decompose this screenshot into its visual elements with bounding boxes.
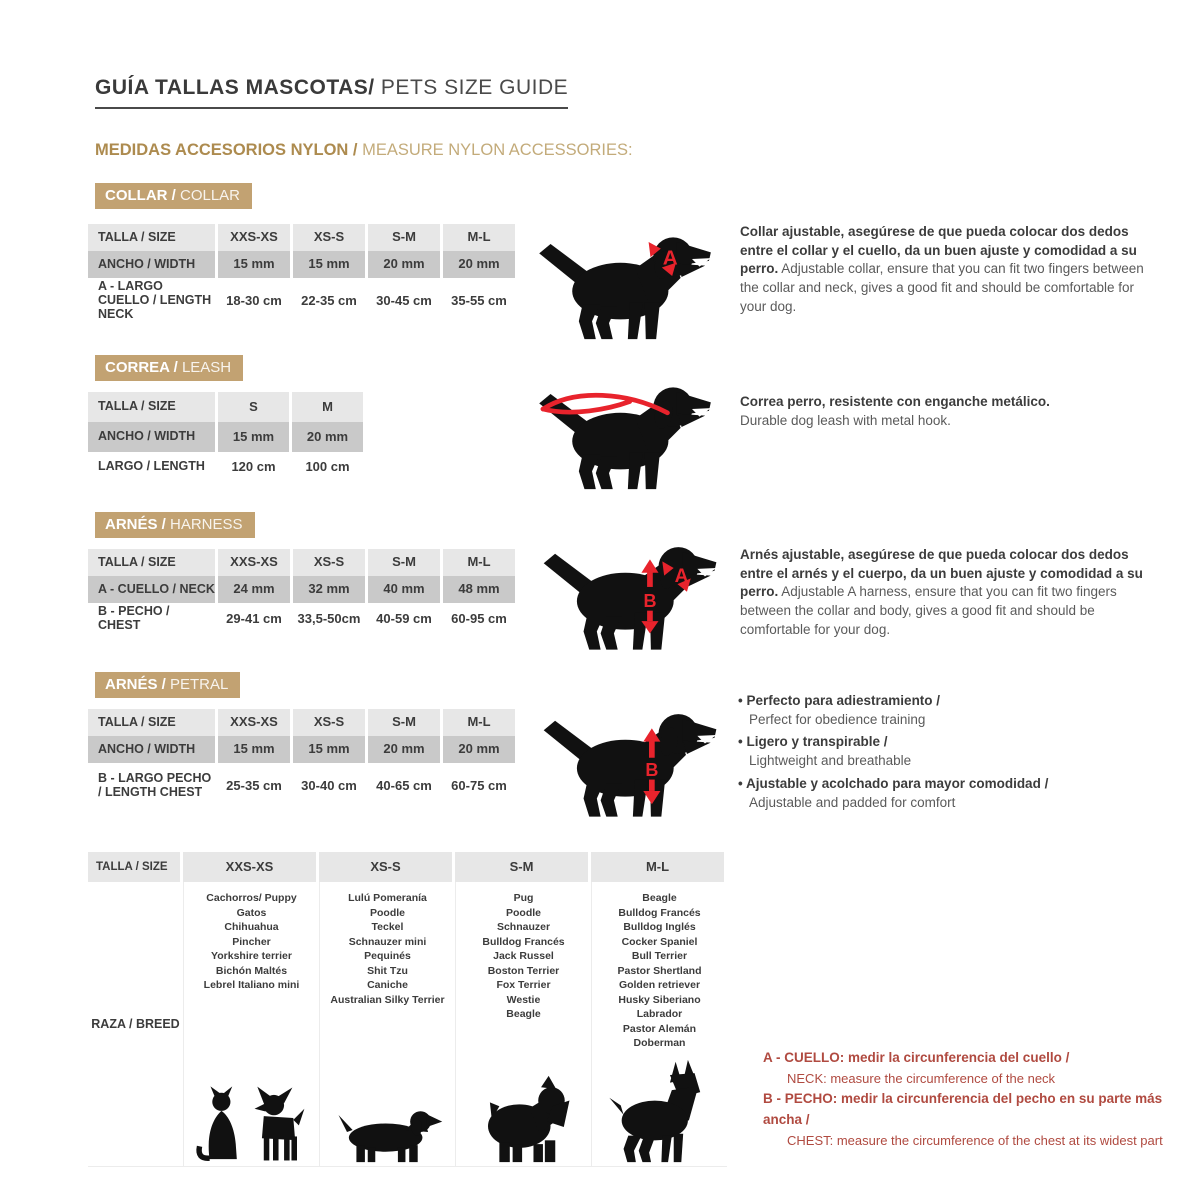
breed-table-header-row	[88, 852, 727, 882]
breed-name: Golden retriever	[618, 979, 701, 991]
breed-name: Pastor Shertland	[617, 964, 702, 977]
petral-dog-figure	[538, 686, 723, 820]
table-cell: XS-S	[319, 852, 455, 882]
breed-name: Shit Tzu	[367, 964, 408, 977]
harness-size-label: TALLA / SIZE	[88, 549, 218, 576]
petral-feature-list	[738, 691, 1168, 815]
petral-size-label: TALLA / SIZE	[88, 709, 218, 736]
harness-neck-row	[88, 576, 518, 603]
breed-name: Poodle	[505, 906, 541, 919]
table-cell: XS-S	[293, 549, 368, 576]
harness-marker-letter-b: B	[643, 590, 657, 611]
breed-name: Pequinés	[364, 950, 411, 962]
collar-section-badge	[95, 183, 252, 209]
note-b-en: CHEST: measure the circumference of the chest at its widest part	[787, 1132, 1163, 1148]
table-cell: 24 mm	[218, 576, 293, 603]
petral-bullet-1-es: • Perfecto para adiestramiento /	[738, 691, 1168, 710]
harness-chest-label: B - PECHO / CHEST	[88, 603, 218, 635]
leash-size-label: TALLA / SIZE	[88, 392, 218, 422]
table-cell: 15 mm	[293, 251, 368, 278]
breed-name: Schnauzer mini	[348, 935, 427, 948]
petral-bullet-2-es: • Ligero y transpirable /	[738, 732, 1168, 751]
breed-name: Beagle	[642, 892, 677, 904]
table-cell: M-L	[443, 709, 518, 736]
leash-length-row	[88, 452, 366, 482]
leash-desc-es: Correa perro, resistente con enganche metálico.	[740, 394, 1050, 409]
breed-name: Doberman	[633, 1037, 686, 1049]
leash-width-row	[88, 422, 366, 452]
petral-section-badge	[95, 672, 240, 698]
breed-column-m-l	[591, 882, 727, 1166]
petral-bullet-1-en: Perfect for obedience training	[749, 712, 926, 728]
table-cell: 30-40 cm	[293, 763, 368, 809]
petral-badge-es: ARNÉS /	[105, 676, 166, 693]
breed-name: Teckel	[371, 921, 404, 933]
petral-chest-row	[88, 763, 518, 809]
breed-name: Gatos	[236, 906, 267, 919]
breed-name: Beagle	[506, 1008, 541, 1020]
table-cell: XXS-XS	[218, 224, 293, 251]
table-cell: 20 mm	[443, 736, 518, 763]
breed-column-xs-s	[319, 882, 455, 1166]
leash-description	[740, 393, 1158, 430]
table-cell: 100 cm	[292, 452, 366, 482]
table-cell: 29-41 cm	[218, 603, 293, 635]
breed-size-label: TALLA / SIZE	[88, 852, 183, 882]
collar-size-label: TALLA / SIZE	[88, 224, 218, 251]
petral-size-table	[88, 709, 518, 809]
harness-marker-letter-a: A	[674, 566, 689, 588]
leash-length-label: LARGO / LENGTH	[88, 452, 218, 482]
table-cell: 60-95 cm	[443, 603, 518, 635]
table-cell: XXS-XS	[183, 852, 319, 882]
petral-bullet-3-es: • Ajustable y acolchado para mayor comodidad /	[738, 774, 1168, 793]
breed-list-m-l	[617, 891, 701, 1051]
table-cell: S-M	[455, 852, 591, 882]
page-title	[95, 76, 568, 109]
breed-figures-m-l	[604, 1058, 716, 1166]
table-cell: 35-55 cm	[443, 278, 518, 324]
leash-badge-es: CORREA /	[105, 359, 178, 376]
harness-table-header-row	[88, 549, 518, 576]
harness-dog-figure	[538, 518, 723, 654]
harness-badge-es: ARNÉS /	[105, 516, 166, 533]
harness-badge-en: HARNESS	[165, 516, 243, 533]
breed-figures-xxs-xs	[195, 1084, 309, 1166]
breed-name: Labrador	[636, 1008, 683, 1020]
table-cell: 32 mm	[293, 576, 368, 603]
measuring-notes	[763, 1048, 1193, 1151]
leash-size-table	[88, 392, 366, 482]
table-cell: 20 mm	[368, 736, 443, 763]
breed-name: Cachorros/ Puppy	[206, 892, 297, 904]
table-cell: 15 mm	[218, 422, 292, 452]
harness-section-badge	[95, 512, 255, 538]
table-cell: S-M	[368, 709, 443, 736]
breed-name: Bulldog Francés	[482, 935, 565, 948]
breed-list-xs-s	[330, 891, 444, 1007]
table-cell: 18-30 cm	[218, 278, 293, 324]
harness-chest-row	[88, 603, 518, 635]
breed-name: Westie	[506, 993, 541, 1006]
breed-name: Bulldog Inglés	[623, 921, 696, 933]
breed-name: Yorkshire terrier	[211, 950, 292, 962]
petral-b-marker	[643, 728, 660, 804]
breed-row-label: RAZA / BREED	[91, 1017, 180, 1031]
table-cell: XS-S	[293, 709, 368, 736]
table-cell: 25-35 cm	[218, 763, 293, 809]
table-cell: 15 mm	[218, 736, 293, 763]
note-b-es: B - PECHO: medir la circunferencia del pecho en su parte más ancha /	[763, 1091, 1163, 1127]
schnauzer-silhouette	[476, 1074, 572, 1164]
breed-name: Fox Terrier	[496, 979, 551, 991]
petral-badge-en: PETRAL	[165, 676, 229, 693]
table-cell: 60-75 cm	[443, 763, 518, 809]
petral-width-label: ANCHO / WIDTH	[88, 736, 218, 763]
collar-marker-letter-a: A	[662, 246, 678, 270]
harness-desc-en: Adjustable A harness, ensure that you can fit two fingers between the collar and body, gives a good fit and should be comfortable for your dog.	[740, 584, 1117, 637]
breed-name: Boston Terrier	[487, 964, 560, 977]
petral-chest-label: B - LARGO PECHO / LENGTH CHEST	[88, 763, 218, 809]
table-cell: 15 mm	[218, 251, 293, 278]
table-cell: 20 mm	[292, 422, 366, 452]
table-cell: 20 mm	[368, 251, 443, 278]
page-subtitle-en: MEASURE NYLON ACCESSORIES:	[357, 141, 633, 159]
breed-name: Husky Siberiano	[618, 993, 701, 1006]
table-cell: 48 mm	[443, 576, 518, 603]
harness-neck-label: A - CUELLO / NECK	[88, 576, 218, 603]
breed-name: Bichón Maltés	[215, 964, 288, 977]
table-cell: M-L	[443, 224, 518, 251]
breed-name: Lebrel Italiano mini	[203, 979, 300, 991]
breed-name: Jack Russel	[493, 950, 554, 962]
collar-width-label: ANCHO / WIDTH	[88, 251, 218, 278]
breed-name: Schnauzer	[496, 921, 551, 933]
leash-width-label: ANCHO / WIDTH	[88, 422, 218, 452]
page-title-es: GUÍA TALLAS MASCOTAS/	[95, 76, 375, 99]
harness-desc-es: Arnés ajustable, asegúrese de que pueda colocar dos dedos entre el arnés y el cuerpo, da un buen ajuste y comodidad a su perro.	[740, 547, 1143, 600]
breed-name: Bulldog Francés	[618, 906, 701, 919]
petral-width-row	[88, 736, 518, 763]
table-cell: M-L	[591, 852, 727, 882]
leash-table-header-row	[88, 392, 366, 422]
petral-marker-letter-b: B	[645, 759, 659, 780]
leash-desc-en: Durable dog leash with metal hook.	[740, 412, 951, 428]
breed-name: Caniche	[367, 979, 408, 991]
breed-list-xxs-xs	[204, 891, 300, 993]
table-cell: 20 mm	[443, 251, 518, 278]
leash-badge-en: LEASH	[177, 359, 232, 376]
breed-column-xxs-xs	[183, 882, 319, 1166]
petral-bullet-3-en: Adjustable and padded for comfort	[749, 794, 956, 810]
collar-badge-en: COLLAR	[175, 187, 241, 204]
table-cell: S-M	[368, 224, 443, 251]
page-subtitle-es: MEDIDAS ACCESORIOS NYLON /	[95, 141, 358, 159]
leash-section-badge	[95, 355, 243, 381]
table-cell: 40-59 cm	[368, 603, 443, 635]
cat-silhouette	[195, 1086, 245, 1164]
table-cell: S	[218, 392, 292, 422]
breed-figures-xs-s	[332, 1098, 444, 1166]
breed-name: Lulú Pomeranía	[348, 892, 427, 904]
breed-name: Pug	[513, 892, 534, 904]
note-a-es: A - CUELLO: medir la circunferencia del cuello /	[763, 1050, 1070, 1065]
breed-name: Pincher	[232, 935, 271, 948]
table-cell: 120 cm	[218, 452, 292, 482]
collar-description	[740, 223, 1158, 316]
collar-neck-label: A - LARGO CUELLO / LENGTH NECK	[88, 278, 218, 324]
collar-neck-row	[88, 278, 518, 324]
collar-size-table	[88, 224, 518, 324]
breed-name: Poodle	[369, 906, 405, 919]
harness-description	[740, 546, 1162, 639]
table-cell: M	[292, 392, 366, 422]
table-cell: 40-65 cm	[368, 763, 443, 809]
table-cell: XS-S	[293, 224, 368, 251]
table-cell: 15 mm	[293, 736, 368, 763]
breed-name: Bull Terrier	[631, 950, 688, 962]
collar-table-header-row	[88, 224, 518, 251]
chihuahua-silhouette	[249, 1084, 309, 1164]
collar-badge-es: COLLAR /	[105, 187, 176, 204]
table-cell: 40 mm	[368, 576, 443, 603]
collar-desc-en: Adjustable collar, ensure that you can fit two fingers between the collar and neck, gives a good fit and should be comfortable for your dog.	[740, 261, 1144, 314]
harness-size-table	[88, 549, 518, 635]
table-cell: 22-35 cm	[293, 278, 368, 324]
page-title-en: PETS SIZE GUIDE	[374, 76, 569, 99]
page-subtitle	[95, 141, 633, 160]
petral-bullet-2-en: Lightweight and breathable	[749, 753, 912, 769]
leash-dog-figure	[528, 360, 723, 492]
collar-width-row	[88, 251, 518, 278]
breed-figures-s-m	[476, 1074, 572, 1166]
collar-dog-figure	[533, 210, 718, 342]
breed-name: Cocker Spaniel	[621, 935, 698, 948]
doberman-silhouette	[604, 1058, 716, 1164]
breed-table	[88, 852, 727, 1167]
table-cell: XXS-XS	[218, 709, 293, 736]
note-a-en: NECK: measure the circumference of the neck	[787, 1070, 1056, 1086]
breed-name: Chihuahua	[224, 921, 279, 933]
breed-column-s-m	[455, 882, 591, 1166]
breed-list-s-m	[482, 891, 564, 1022]
breed-table-body	[88, 882, 727, 1167]
table-cell: M-L	[443, 549, 518, 576]
table-cell: XXS-XS	[218, 549, 293, 576]
table-cell: 33,5-50cm	[293, 603, 368, 635]
dachshund-silhouette	[332, 1098, 444, 1164]
table-cell: S-M	[368, 549, 443, 576]
petral-table-header-row	[88, 709, 518, 736]
collar-desc-es: Collar ajustable, asegúrese de que pueda colocar dos dedos entre el collar y el cuello, da un buen ajuste y comodidad a su perro.	[740, 224, 1137, 277]
breed-name: Pastor Alemán	[622, 1022, 697, 1035]
breed-name: Australian Silky Terrier	[330, 993, 445, 1006]
table-cell: 30-45 cm	[368, 278, 443, 324]
